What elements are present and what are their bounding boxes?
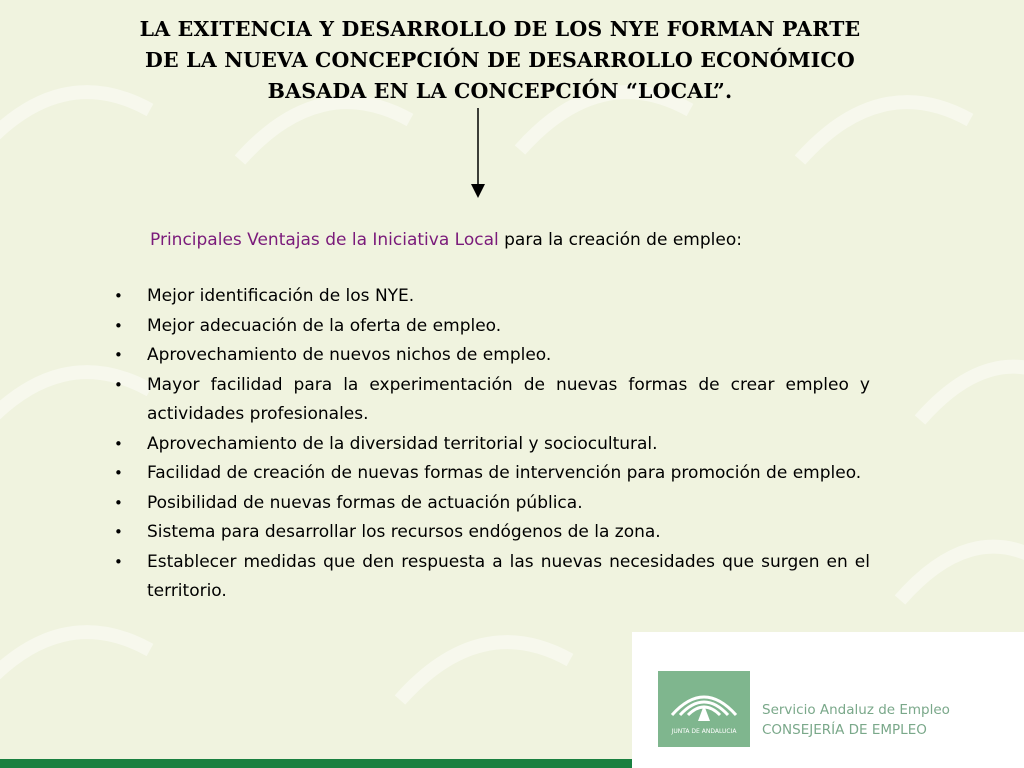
list-item xyxy=(110,282,870,312)
bullet-icon: • xyxy=(114,434,123,453)
logo-line-2: CONSEJERÍA DE EMPLEO xyxy=(762,722,927,738)
list-item-text: Establecer medidas que den respuesta a las nuevas necesidades que surgen en el territorio. xyxy=(147,551,870,601)
bottom-bar xyxy=(0,759,632,768)
list-item-text: Facilidad de creación de nuevas formas de intervención para promoción de empleo. xyxy=(147,463,862,483)
list-item-text: Mejor identificación de los NYE. xyxy=(147,286,415,306)
advantages-list xyxy=(110,282,870,607)
page-title xyxy=(80,14,920,107)
list-item-text: Sistema para desarrollar los recursos endógenos de la zona. xyxy=(147,522,661,542)
list-item xyxy=(110,459,870,489)
bullet-icon: • xyxy=(114,493,123,512)
bullet-icon: • xyxy=(114,523,123,541)
subtitle-rest: para la creación de empleo: xyxy=(498,230,742,250)
title-line-1: LA EXITENCIA Y DESARROLLO DE LOS NYE FORMAN PARTE xyxy=(139,17,861,41)
title-line-3: BASADA EN LA CONCEPCIÓN “LOCAL”. xyxy=(267,79,733,103)
bullet-icon: • xyxy=(114,287,123,305)
logo-line-1: Servicio Andaluz de Empleo xyxy=(762,702,950,718)
list-item-text: Aprovechamiento de la diversidad territorial y sociocultural. xyxy=(147,433,658,454)
list-item xyxy=(110,312,870,342)
list-item xyxy=(110,430,870,460)
list-item xyxy=(110,518,870,548)
junta-de-andalucia-logo-icon xyxy=(658,671,750,747)
logo-text xyxy=(762,700,950,740)
bullet-icon: • xyxy=(114,552,123,571)
down-arrow-icon xyxy=(468,108,488,200)
list-item-text: Posibilidad de nuevas formas de actuación pública. xyxy=(147,492,583,513)
bullet-icon: • xyxy=(114,375,123,394)
list-item xyxy=(110,371,870,430)
list-item-text: Mayor facilidad para la experimentación de nuevas formas de crear empleo y actividades profesionales. xyxy=(147,374,870,424)
list-item xyxy=(110,341,870,371)
subtitle-highlight: Principales Ventajas de la Iniciativa Local xyxy=(150,230,499,250)
title-line-2: DE LA NUEVA CONCEPCIÓN DE DESARROLLO ECONÓMICO xyxy=(145,48,855,72)
bullet-icon: • xyxy=(114,464,123,482)
list-item xyxy=(110,489,870,519)
subtitle xyxy=(150,227,742,253)
bullet-icon: • xyxy=(114,346,123,364)
bullet-icon: • xyxy=(114,316,123,335)
list-item xyxy=(110,548,870,607)
list-item-text: Mejor adecuación de la oferta de empleo. xyxy=(147,315,502,336)
list-item-text: Aprovechamiento de nuevos nichos de empleo. xyxy=(147,345,552,365)
logo-emblem-text: JUNTA DE ANDALUCIA xyxy=(671,728,737,735)
